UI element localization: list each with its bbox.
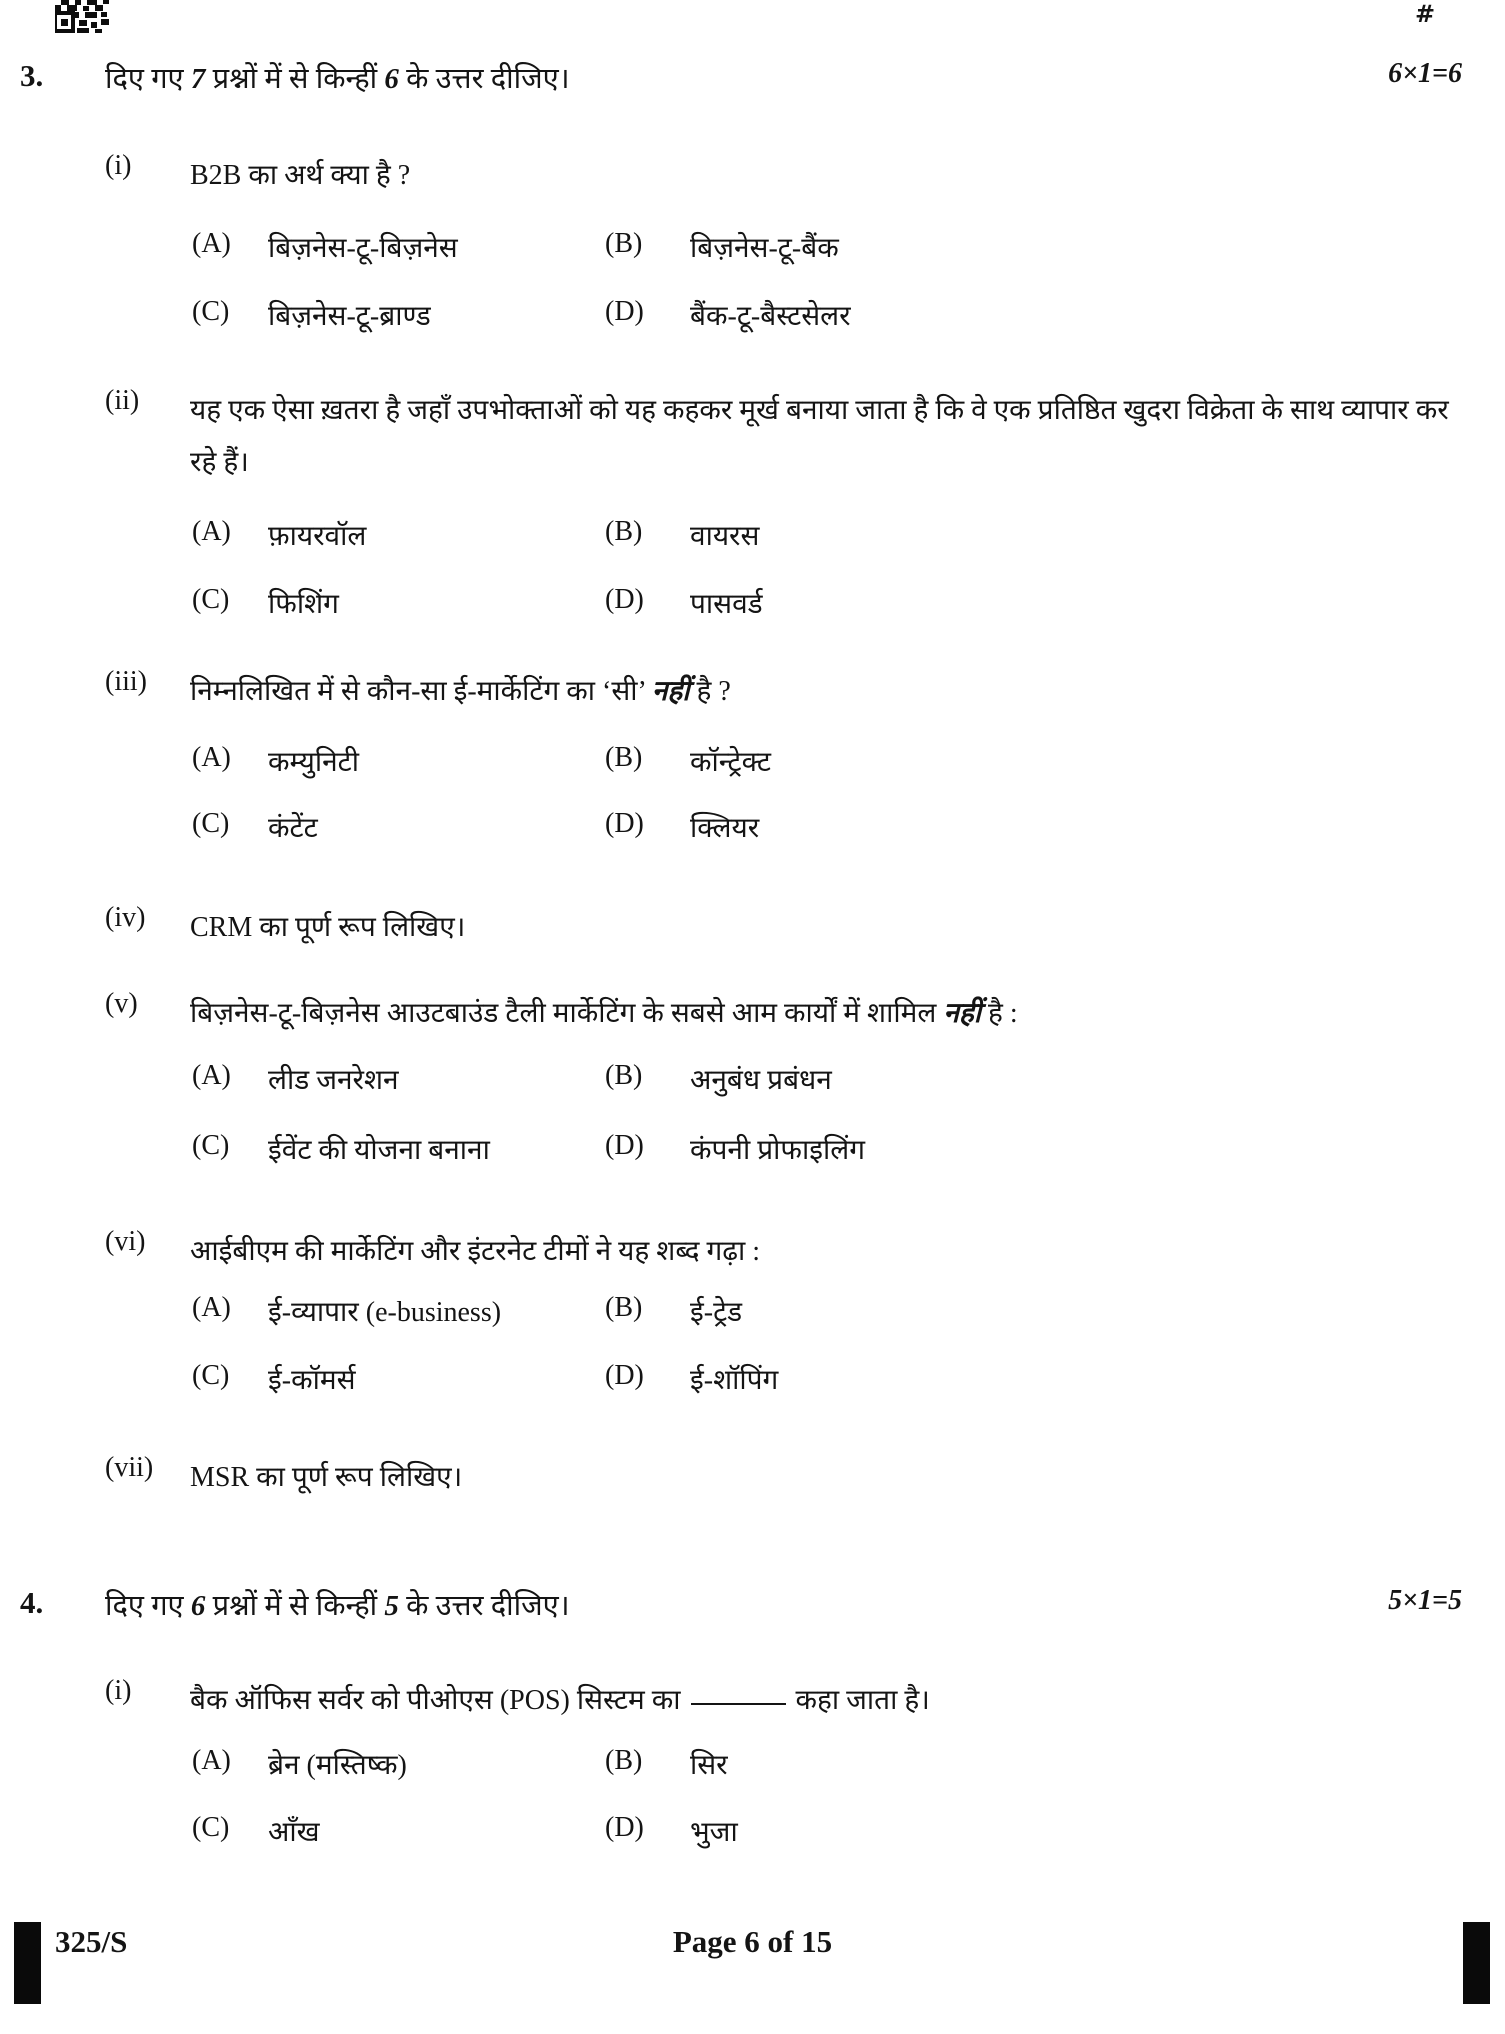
option-text: कंटेंट (268, 813, 318, 844)
intro-text: के उत्तर दीजिए। (398, 1590, 570, 1622)
option-row (192, 1812, 1475, 1850)
subquestion-text-post: कहा जाता है। (795, 1685, 930, 1716)
option-text: फिशिंग (268, 589, 339, 620)
option-text: लीड जनरेशन (268, 1065, 399, 1096)
question-intro (105, 58, 1388, 102)
subquestion-text: B2B का अर्थ क्या है ? (190, 160, 411, 191)
qr-code-icon (55, 0, 111, 39)
option-label: (D) (605, 584, 644, 615)
option-row (192, 584, 1475, 622)
subquestion-text-pre: बिज़नेस-टू-बिज़नेस आउटबाउंड टैली मार्केटिंग के सबसे आम कार्यों में शामिल (190, 998, 944, 1029)
option-text: भुजा (690, 1817, 738, 1848)
option-text: क्लियर (690, 813, 760, 844)
emphasized-word: नहीं (943, 998, 981, 1029)
subquestion-3i (105, 150, 1455, 202)
fill-in-blank-line (691, 1675, 786, 1705)
option-label: (D) (605, 1812, 644, 1843)
option-text: ई-ट्रेड (690, 1297, 743, 1328)
intro-text: प्रश्नों में से किन्हीं (205, 1590, 385, 1622)
option-label: (A) (192, 228, 231, 259)
subquestion-text (190, 1675, 1455, 1727)
option-label: (D) (605, 1360, 644, 1391)
option-label: (C) (192, 584, 230, 615)
intro-text: प्रश्नों में से किन्हीं (205, 63, 385, 95)
option-label: (B) (605, 1060, 643, 1091)
option-label: (B) (605, 516, 643, 547)
option-row (192, 1745, 1475, 1783)
subquestion-label: (i) (105, 150, 132, 181)
option-text: कंपनी प्रोफाइलिंग (690, 1135, 865, 1166)
option-label: (C) (192, 1812, 230, 1843)
subquestion-text-pre: बैक ऑफिस सर्वर को पीओएस (POS) सिस्टम का (190, 1685, 681, 1716)
intro-text: दिए गए (105, 1590, 191, 1622)
option-label: (C) (192, 808, 230, 839)
option-row (192, 808, 1475, 846)
subquestion-text-pre: निम्नलिखित में से कौन-सा ई-मार्केटिंग का ‘सी’ (190, 676, 652, 707)
option-row (192, 742, 1475, 780)
option-label: (B) (605, 742, 643, 773)
option-label: (A) (192, 516, 231, 547)
option-label: (C) (192, 1130, 230, 1161)
subquestion-text: MSR का पूर्ण रूप लिखिए। (190, 1462, 463, 1493)
question-intro (105, 1585, 1388, 1629)
option-label: (A) (192, 1060, 231, 1091)
subquestion-text (190, 666, 1455, 718)
hash-mark: # (1415, 0, 1436, 28)
subquestion-4i (105, 1675, 1455, 1727)
subquestion-label: (ii) (105, 385, 140, 416)
question-4-heading (20, 1585, 1462, 1629)
option-text: आँख (268, 1817, 320, 1848)
option-label: (B) (605, 228, 643, 259)
intro-count-total: 6 (190, 1590, 206, 1622)
option-text: ईवेंट की योजना बनाना (268, 1135, 490, 1166)
subquestion-text: यह एक ऐसा ख़तरा है जहाँ उपभोक्ताओं को यह कहकर मूर्ख बनाया जाता है कि वे एक प्रतिष्ठित खुदरा विक्रेता के साथ व्यापार कर रहे हैं। (190, 395, 1449, 478)
option-label: (D) (605, 808, 644, 839)
option-label: (C) (192, 296, 230, 327)
subquestion-text: CRM का पूर्ण रूप लिखिए। (190, 912, 466, 943)
subquestion-3iii (105, 666, 1455, 718)
option-label: (D) (605, 296, 644, 327)
option-text: ई-व्यापार (e-business) (268, 1297, 502, 1328)
option-label: (D) (605, 1130, 644, 1161)
option-text: अनुबंध प्रबंधन (690, 1065, 832, 1096)
subquestion-label: (vii) (105, 1452, 154, 1483)
option-row (192, 1060, 1475, 1098)
option-label: (A) (192, 1292, 231, 1323)
footer-page-number: Page 6 of 15 (672, 1924, 833, 1959)
option-text: बिज़नेस-टू-बैंक (690, 233, 839, 264)
subquestion-label: (v) (105, 988, 138, 1019)
subquestion-label: (iv) (105, 902, 146, 933)
subquestion-text: आईबीएम की मार्केटिंग और इंटरनेट टीमों ने यह शब्द गढ़ा : (190, 1236, 761, 1267)
question-number: 4. (20, 1585, 44, 1620)
emphasized-word: नहीं (651, 676, 690, 707)
intro-count-answer: 5 (384, 1590, 399, 1622)
intro-count-answer: 6 (384, 63, 399, 95)
subquestion-label: (vi) (105, 1226, 146, 1257)
marks-badge: 6×1=6 (1388, 58, 1462, 89)
option-label: (A) (192, 742, 231, 773)
subquestion-3vii (105, 1452, 1455, 1504)
option-text: पासवर्ड (690, 589, 763, 620)
option-text: ई-कॉमर्स (268, 1365, 356, 1396)
option-label: (B) (605, 1745, 643, 1776)
question-number: 3. (20, 58, 44, 93)
subquestion-text-post: है ? (689, 676, 731, 707)
subquestion-3iv (105, 902, 1455, 954)
option-text: ब्रेन (मस्तिष्क) (268, 1750, 407, 1781)
option-row (192, 228, 1475, 266)
subquestion-text (190, 988, 1455, 1040)
option-label: (C) (192, 1360, 230, 1391)
question-3-heading (20, 58, 1462, 102)
option-text: बिज़नेस-टू-बिज़नेस (268, 233, 458, 264)
option-text: ई-शॉपिंग (690, 1365, 779, 1396)
subquestion-label: (i) (105, 1675, 132, 1706)
option-text: फ़ायरवॉल (268, 521, 367, 552)
option-label: (A) (192, 1745, 231, 1776)
subquestion-text-post: है : (981, 998, 1018, 1029)
intro-count-total: 7 (190, 63, 206, 95)
option-text: वायरस (690, 521, 760, 552)
marks-badge: 5×1=5 (1388, 1585, 1462, 1616)
option-label: (B) (605, 1292, 643, 1323)
intro-text: दिए गए (105, 63, 191, 95)
option-row (192, 1292, 1475, 1330)
footer-paper-code: 325/S (55, 1924, 128, 1959)
option-text: कॉन्ट्रेक्ट (690, 747, 772, 778)
option-row (192, 516, 1475, 554)
option-row (192, 296, 1475, 334)
subquestion-3ii (105, 385, 1455, 489)
option-row (192, 1130, 1475, 1168)
option-row (192, 1360, 1475, 1398)
subquestion-label: (iii) (105, 666, 147, 697)
subquestion-3v (105, 988, 1455, 1040)
option-text: कम्युनिटी (268, 747, 360, 778)
intro-text: के उत्तर दीजिए। (398, 63, 570, 95)
option-text: सिर (690, 1750, 728, 1781)
option-text: बैंक-टू-बैस्टसेलर (690, 301, 851, 332)
option-text: बिज़नेस-टू-ब्राण्ड (268, 301, 431, 332)
subquestion-3vi (105, 1226, 1455, 1278)
